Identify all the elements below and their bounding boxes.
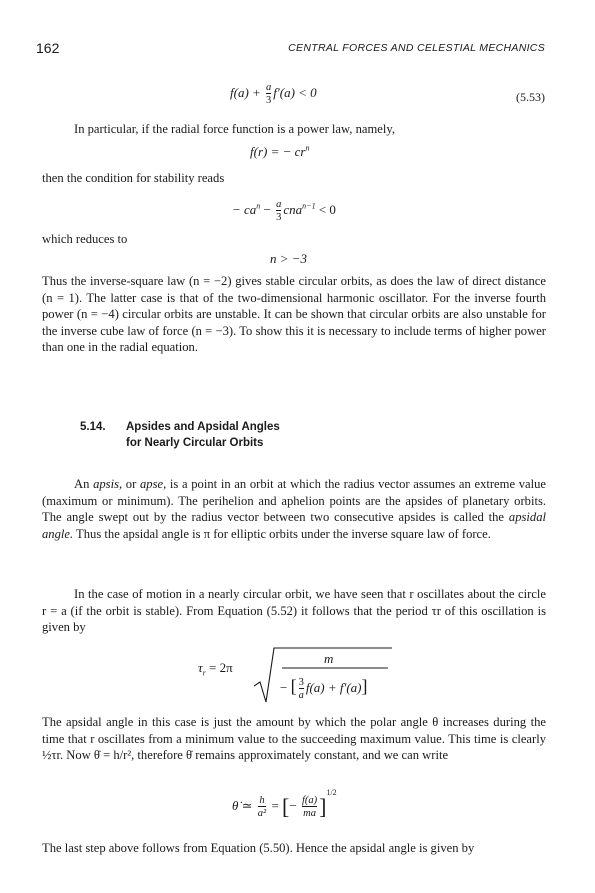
eq-cond-exp2: n−1 bbox=[302, 201, 316, 211]
equation-stability-condition bbox=[232, 199, 336, 223]
term-apse: apse, bbox=[139, 477, 167, 491]
equation-power-law bbox=[250, 144, 309, 160]
eq-cond-exp1: n bbox=[256, 201, 261, 211]
eq-theta-f2-num: f(a) bbox=[301, 795, 318, 806]
paragraph-nearly-circular: In the case of motion in a nearly circular orbit, we have seen that r oscillates about the circle r = a (if the orbit is stable). From Equation (5.52) it follows that the period τr of this oscillation is given by bbox=[42, 587, 546, 635]
eq-553-frac-den: 3 bbox=[266, 95, 272, 106]
eq-tau-den-post: f(a) + f′(a) bbox=[305, 680, 362, 695]
eq-theta-neg: − bbox=[289, 797, 300, 813]
paragraph-apsis-definition bbox=[42, 476, 546, 542]
paragraph-power-law: In particular, if the radial force function is a power law, namely, bbox=[74, 122, 395, 136]
eq-tau-numerator: m bbox=[324, 651, 334, 666]
paragraph-apsidal-angle: The apsidal angle in this case is just the amount by which the polar angle θ increases during the time that r oscillates from a minimum value to the succeeding maximum value. This time is clearly ½τr. Now θ̇ = h/r², therefore θ̇ remains approximately constant, and we can write bbox=[42, 715, 546, 763]
eq-theta-frac1 bbox=[258, 795, 266, 819]
p5-t1: An bbox=[74, 477, 94, 491]
eq-tau-eq: = 2π bbox=[205, 660, 233, 675]
eq-theta-exp: 1/2 bbox=[326, 787, 337, 797]
paragraph-reduces: which reduces to bbox=[42, 232, 128, 246]
eq-553-lhs: f(a) + bbox=[230, 84, 265, 100]
running-header bbox=[36, 40, 545, 60]
eq-tau-denominator: − [ $\frac{3}{a}$ f(a) + f′(a)] bbox=[280, 676, 368, 702]
eq-cond-d: < 0 bbox=[315, 201, 336, 217]
equation-period bbox=[198, 646, 418, 706]
eq-power-exp: n bbox=[305, 143, 310, 153]
eq-theta-frac2 bbox=[302, 795, 317, 819]
eq-553-frac bbox=[266, 82, 271, 106]
eq-theta-f1-den: a² bbox=[257, 808, 267, 819]
section-title-line1: Apsides and Apsidal Angles bbox=[126, 421, 280, 433]
term-apsis: apsis, bbox=[93, 477, 123, 491]
eq-theta-f2-den: ma bbox=[303, 808, 316, 819]
eq-tau-symbol: τ bbox=[198, 660, 203, 675]
p5-t4: Thus the apsidal angle is π for elliptic orbits under the inverse square law of force. bbox=[73, 526, 491, 541]
eq-tau-den-frac-den: a bbox=[298, 690, 304, 702]
paragraph-stability: then the condition for stability reads bbox=[42, 171, 225, 185]
section-title-line2: for Nearly Circular Orbits bbox=[126, 437, 264, 449]
p5-t3: is a point in an orbit at which the radius vector assumes an extreme value (maximum or minimum). The perihelion and aphelion points are the apsides of planetary orbits. The angle swept out by the radius vector between two consecutive apsides is called the bbox=[42, 477, 546, 525]
eq-tau-sub: r bbox=[202, 668, 206, 678]
eq-tau-den-frac bbox=[299, 677, 304, 701]
eq-cond-frac-den: 3 bbox=[276, 212, 282, 223]
equation-theta-dot: θ̇ ≃ $\frac{h}{\text{a²}}$ = [− $\frac{f(a)}{ma}$ ]$^{1/2}$ bbox=[232, 787, 337, 819]
eq-553-rhs: f′(a) < 0 bbox=[273, 84, 317, 100]
equation-n-greater: n > −3 bbox=[270, 251, 308, 266]
section-number: 5.14. bbox=[80, 421, 106, 433]
eq-cond-frac bbox=[276, 199, 281, 223]
eq-tau-lhs bbox=[198, 660, 233, 676]
eq-cond-c: cna bbox=[283, 201, 303, 217]
equation-5-53 bbox=[230, 82, 317, 106]
eq-cond-a: − ca bbox=[232, 201, 257, 217]
eq-tau-den-frac-num: 3 bbox=[298, 677, 304, 689]
eq-power-text: f(r) = − cr bbox=[250, 144, 306, 159]
eq-tau-den-pre: − bbox=[280, 680, 291, 695]
page-number: 162 bbox=[36, 40, 60, 56]
p5-t2: or bbox=[122, 477, 140, 491]
eq-theta-lhs: θ̇ ≃ bbox=[232, 797, 256, 813]
section-heading-5-14 bbox=[80, 419, 280, 451]
equation-number-5-53: (5.53) bbox=[516, 90, 545, 104]
term-apsidal-angle: apsidal angle. bbox=[42, 510, 546, 541]
eq-cond-frac-num: a bbox=[276, 199, 282, 210]
eq-553-frac-num: a bbox=[266, 82, 272, 93]
eq-cond-b: − bbox=[260, 201, 275, 217]
paragraph-stability-discussion: Thus the inverse-square law (n = −2) gives stable circular orbits, as does the law of direct distance (n = 1). The latter case is that of the two-dimensional harmonic oscillator. For the inverse fourth power (n = −4) circular orbits are unstable. It can be shown that circular orbits are also unstable for the inverse cube law of force (n = −3). To show this it is necessary to include terms of higher power than one in the radial equation. bbox=[42, 274, 546, 355]
eq-theta-eq: = bbox=[268, 797, 283, 813]
paragraph-last-step: The last step above follows from Equation (5.50). Hence the apsidal angle is given by bbox=[42, 841, 475, 855]
eq-theta-f1-num: h bbox=[259, 795, 265, 806]
running-title: CENTRAL FORCES AND CELESTIAL MECHANICS bbox=[288, 42, 545, 54]
